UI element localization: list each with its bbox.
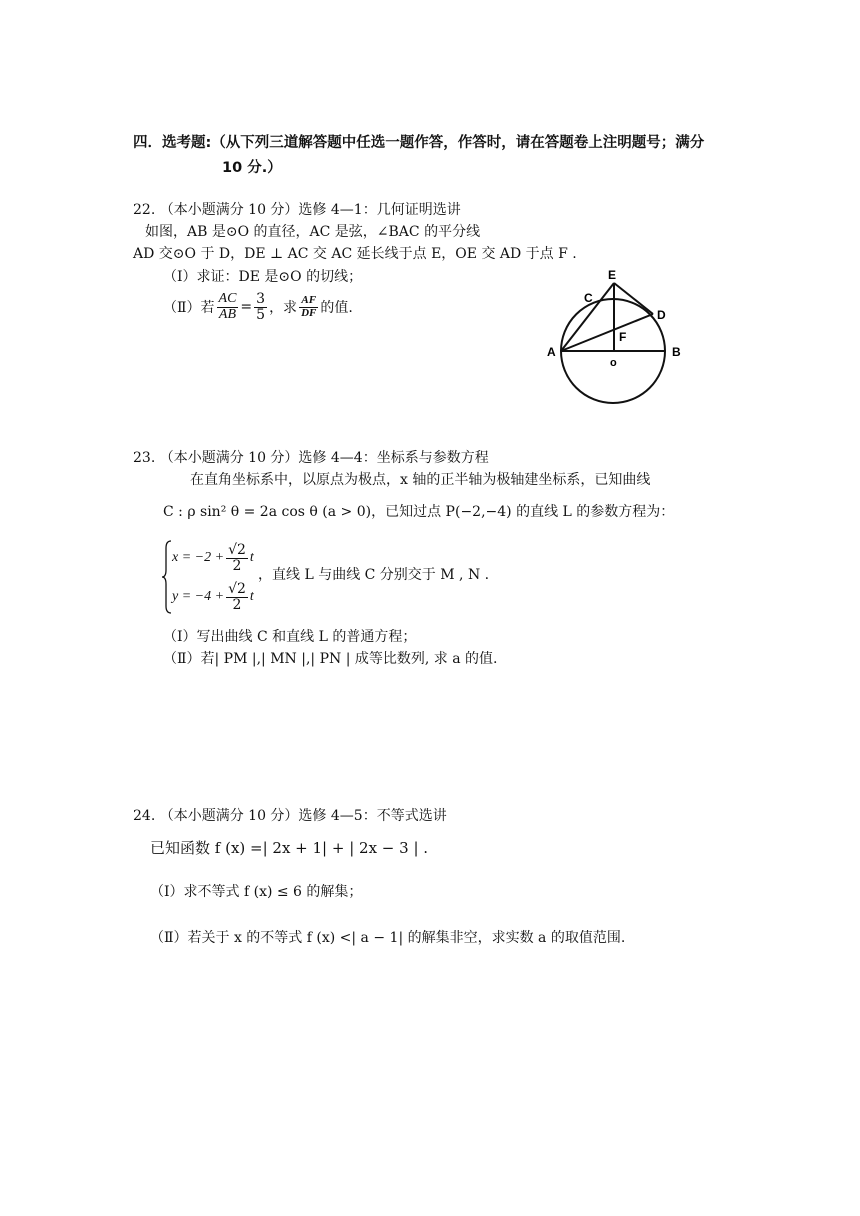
section-heading-line1: 四．选考题:（从下列三道解答题中任选一题作答，作答时，请在答题卷上注明题号；满分: [133, 135, 705, 151]
q22-line2: AD 交⊙O 于 D，DE ⊥ AC 交 AC 延长线于点 E，OE 交 AD 于点 F .: [133, 246, 577, 262]
param-eq-x-num: √2: [228, 542, 246, 558]
label-c: C: [584, 291, 593, 305]
param-eq-x-den: 2: [232, 557, 242, 574]
q24-title: 24. （本小题满分 10 分）选修 4—5：不等式选讲: [133, 808, 447, 824]
q22-frac-3-5: [254, 292, 267, 322]
q22-frac-af-df: [299, 295, 318, 319]
q22-part2-suffix: 的值.: [320, 300, 353, 317]
q22-line1: 如图，AB 是⊙O 的直径，AC 是弦，∠BAC 的平分线: [145, 224, 481, 240]
q22-part2: [163, 292, 353, 322]
q22-part1: （Ⅰ）求证：DE 是⊙O 的切线；: [163, 269, 363, 285]
q22-frac1-num: AC: [218, 291, 237, 306]
label-e: E: [608, 268, 617, 282]
q23-title: 23. （本小题满分 10 分）选修 4—4：坐标系与参数方程: [133, 450, 489, 466]
q22-frac2-num: 3: [256, 291, 266, 307]
param-eq-y-t: t: [249, 589, 254, 605]
q22-part2-mid: ，求: [269, 300, 298, 317]
label-o: o: [610, 357, 617, 369]
param-eq-y-frac: [226, 582, 248, 612]
param-eq-y: [172, 582, 254, 612]
q23-line1: 在直角坐标系中，以原点为极点，x 轴的正半轴为极轴建坐标系，已知曲线: [190, 472, 651, 488]
q22-title: 22. （本小题满分 10 分）选修 4—1：几何证明选讲: [133, 202, 461, 218]
label-a: A: [547, 345, 556, 359]
q24-line1: 已知函数 f (x) =| 2x + 1| + | 2x − 3 | .: [150, 839, 429, 857]
param-eq-x-frac: [226, 543, 248, 573]
q22-frac-ac-ab: [217, 292, 239, 322]
system-brace: [162, 540, 172, 614]
param-eq-y-num: √2: [228, 581, 246, 597]
param-eq-y-num-value: 2: [236, 581, 246, 597]
param-eq-x-prefix: x = −2 +: [172, 550, 225, 566]
q22-frac2-den: 5: [256, 306, 266, 323]
param-eq-x: [172, 543, 254, 573]
q23-line2: C : ρ sin² θ = 2a cos θ (a > 0)，已知过点 P(−2,−4) 的直线 L 的参数方程为：: [163, 504, 675, 520]
param-eq-x-t: t: [249, 550, 254, 566]
param-eq-y-den: 2: [232, 596, 242, 613]
label-f: F: [619, 330, 627, 344]
param-eq-y-prefix: y = −4 +: [172, 589, 225, 605]
q23-eq-after: ，直线 L 与曲线 C 分别交于 M , N .: [258, 567, 490, 583]
q22-frac1-den: AB: [218, 306, 237, 322]
q22-frac3-den: DF: [301, 306, 317, 319]
q24-part1: （Ⅰ）求不等式 f (x) ≤ 6 的解集；: [150, 884, 363, 900]
param-eq-x-num-value: 2: [236, 542, 246, 558]
q22-frac3-num: AF: [301, 294, 317, 307]
q24-part2: （Ⅱ）若关于 x 的不等式 f (x) <| a − 1| 的解集非空，求实数 a 的取值范围.: [150, 930, 626, 946]
section-heading-line2: 10 分.）: [222, 160, 282, 176]
q23-part1: （Ⅰ）写出曲线 C 和直线 L 的普通方程；: [163, 629, 417, 645]
q22-geometry-figure: [540, 262, 700, 412]
q22-part2-prefix: （Ⅱ）若: [163, 300, 215, 317]
q23-part2: （Ⅱ）若| PM |,| MN |,| PN | 成等比数列, 求 a 的值.: [163, 651, 498, 667]
q22-eq-sign: =: [240, 299, 253, 316]
label-d: D: [657, 308, 666, 322]
label-b: B: [672, 345, 681, 359]
